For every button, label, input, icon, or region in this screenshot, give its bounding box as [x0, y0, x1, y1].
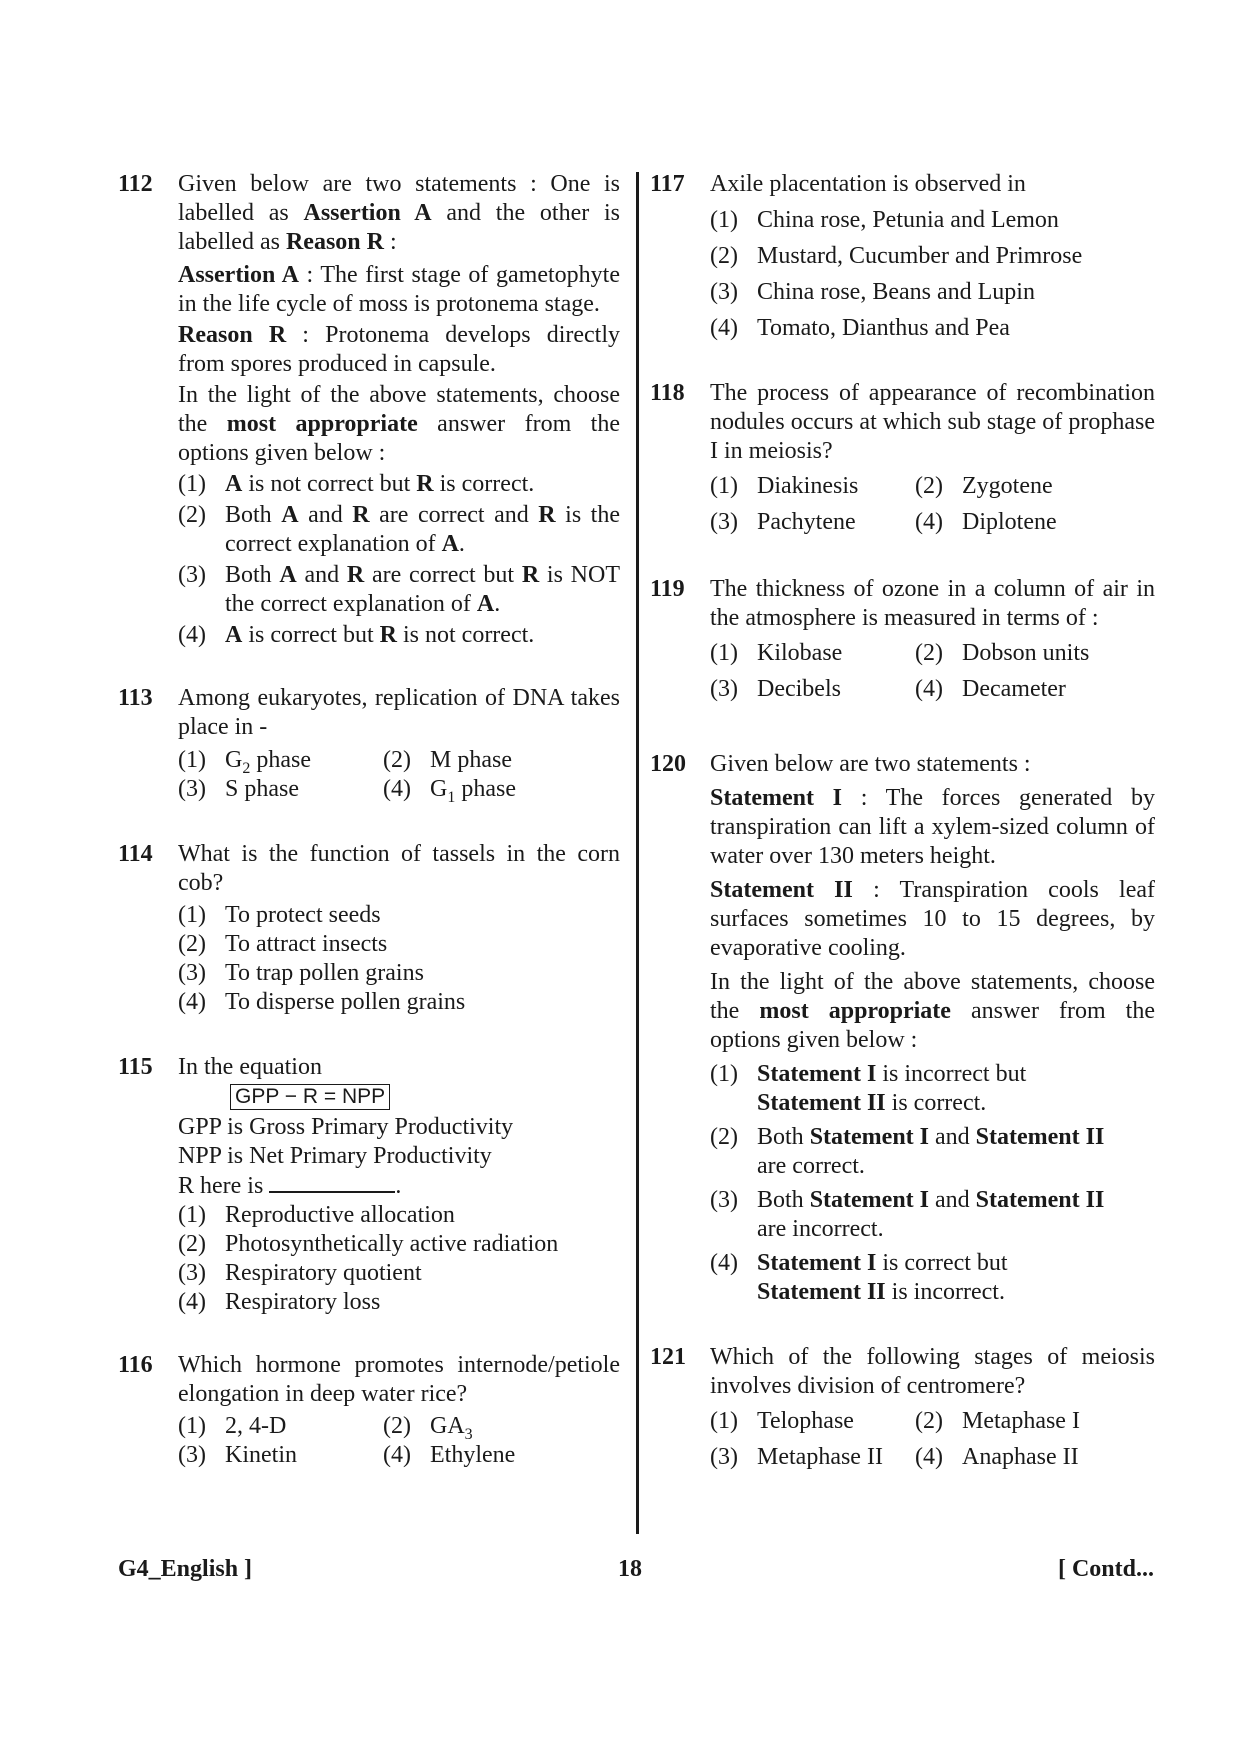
options-grid: [710, 472, 1155, 537]
question-stem: Given below are two statements :: [710, 751, 1031, 777]
question-stem: Given below are two statements : One is labelled as Assertion A and the other is labelled as Reason R :: [178, 171, 620, 255]
option-2[interactable]: (2) M phase: [383, 747, 512, 773]
option-2[interactable]: (2) Dobson units: [915, 640, 1090, 666]
option-3[interactable]: (3) S phase: [178, 776, 299, 802]
option-4[interactable]: (4) Ethylene: [383, 1442, 516, 1468]
question-115: [118, 1053, 620, 1317]
question-116: [118, 1351, 620, 1470]
option-1[interactable]: (1) Statement I is incorrect but Statement II is correct.: [710, 1061, 1027, 1116]
question-number: 119: [650, 576, 685, 602]
answer-blank: [269, 1171, 395, 1193]
option-4[interactable]: (4) $G_1$ phase: [383, 776, 516, 806]
question-number: 114: [118, 841, 153, 867]
question-number: 120: [650, 751, 686, 777]
definition-npp: NPP is Net Primary Productivity: [178, 1143, 492, 1169]
option-3[interactable]: (3) Both A and R are correct but R is NOT the correct explanation of A.: [178, 562, 620, 617]
question-stem: Among eukaryotes, replication of DNA takes place in -: [178, 685, 620, 740]
option-1[interactable]: (1) $G_2$ phase: [178, 747, 311, 777]
left-column: [118, 170, 620, 1470]
definition-gpp: GPP is Gross Primary Productivity: [178, 1114, 514, 1140]
right-column: [650, 170, 1155, 1472]
statement-2: Statement II : Transpiration cools leaf surfaces sometimes 10 to 15 degrees, by evaporative cooling.: [710, 877, 1155, 961]
option-3[interactable]: (3) Kinetin: [178, 1442, 297, 1468]
question-118: [650, 379, 1155, 537]
question-stem: Which hormone promotes internode/petiole elongation in deep water rice?: [178, 1352, 620, 1407]
option-3[interactable]: (3) Pachytene: [710, 509, 856, 535]
question-120: [650, 750, 1155, 1307]
option-1[interactable]: (1) Kilobase: [710, 640, 843, 666]
option-4[interactable]: (4) Respiratory loss: [178, 1289, 381, 1315]
question-stem: In the equation: [178, 1054, 322, 1080]
question-stem: What is the function of tassels in the corn cob?: [178, 841, 620, 896]
question-number: 121: [650, 1344, 686, 1370]
question-number: 118: [650, 380, 685, 406]
footer-paper-code: G4_English ]: [118, 1556, 253, 1582]
statement-1: Statement I : The forces generated by transpiration can lift a xylem-sized column of water over 130 meters height.: [710, 785, 1155, 869]
option-4[interactable]: (4) Tomato, Dianthus and Pea: [710, 315, 1010, 341]
option-1[interactable]: (1) Diakinesis: [710, 473, 859, 499]
equation-box: GPP − R = NPP: [230, 1084, 390, 1110]
reason-text: Reason R : Protonema develops directly from spores produced in capsule.: [178, 322, 620, 377]
option-2[interactable]: (2) Both A and R are correct and R is the correct explanation of A.: [178, 502, 621, 557]
option-2[interactable]: (2) To attract insects: [178, 931, 388, 957]
instruction-text: In the light of the above statements, choose the most appropriate answer from the options given below :: [178, 382, 620, 466]
instruction-text: In the light of the above statements, choose the most appropriate answer from the options given below :: [710, 969, 1155, 1053]
footer-continued: [ Contd...: [1057, 1556, 1154, 1582]
option-3[interactable]: (3) To trap pollen grains: [178, 960, 424, 986]
fill-in-blank-line: R here is .: [178, 1173, 402, 1199]
options-grid: [710, 1407, 1155, 1472]
options-grid: [178, 746, 620, 804]
question-number: 117: [650, 171, 685, 197]
question-number: 112: [118, 171, 153, 197]
question-number: 113: [118, 685, 153, 711]
question-117: [650, 170, 1155, 343]
options-grid: [710, 639, 1155, 704]
question-number: 115: [118, 1054, 153, 1080]
question-119: [650, 575, 1155, 704]
question-stem: The process of appearance of recombination nodules occurs at which sub stage of prophase I in meiosis?: [710, 380, 1155, 464]
option-1[interactable]: (1) 2, 4-D: [178, 1413, 287, 1439]
option-4[interactable]: (4) Anaphase II: [915, 1444, 1079, 1470]
options-grid: [178, 1412, 620, 1470]
assertion-text: Assertion A : The first stage of gametophyte in the life cycle of moss is protonema stage.: [178, 262, 620, 317]
question-stem: Which of the following stages of meiosis involves division of centromere?: [710, 1344, 1155, 1399]
option-2[interactable]: (2) Mustard, Cucumber and Primrose: [710, 243, 1083, 269]
question-number: 116: [118, 1352, 153, 1378]
option-2[interactable]: (2) Zygotene: [915, 473, 1053, 499]
question-121: [650, 1343, 1155, 1472]
column-divider: [636, 172, 639, 1534]
option-1[interactable]: (1) China rose, Petunia and Lemon: [710, 207, 1059, 233]
option-1[interactable]: (1) Reproductive allocation: [178, 1202, 455, 1228]
option-2[interactable]: (2) Photosynthetically active radiation: [178, 1231, 559, 1257]
question-114: [118, 840, 620, 1017]
option-2[interactable]: (2) Metaphase I: [915, 1408, 1080, 1434]
option-2[interactable]: (2) $GA_3$: [383, 1413, 473, 1443]
option-4[interactable]: (4) Decameter: [915, 676, 1066, 702]
option-3[interactable]: (3) Both Statement I and Statement II are incorrect.: [710, 1187, 1105, 1242]
option-4[interactable]: (4) To disperse pollen grains: [178, 989, 466, 1015]
question-stem: Axile placentation is observed in: [710, 171, 1026, 197]
option-1[interactable]: (1) Telophase: [710, 1408, 854, 1434]
option-1[interactable]: (1) A is not correct but R is correct.: [178, 471, 535, 497]
question-113: [118, 684, 620, 804]
option-3[interactable]: (3) Respiratory quotient: [178, 1260, 422, 1286]
option-3[interactable]: (3) Decibels: [710, 676, 841, 702]
option-2[interactable]: (2) Both Statement I and Statement II are correct.: [710, 1124, 1105, 1179]
option-4[interactable]: (4) Diplotene: [915, 509, 1057, 535]
option-4[interactable]: (4) Statement I is correct but Statement II is incorrect.: [710, 1250, 1008, 1305]
option-1[interactable]: (1) To protect seeds: [178, 902, 381, 928]
option-3[interactable]: (3) China rose, Beans and Lupin: [710, 279, 1035, 305]
question-stem: The thickness of ozone in a column of air in the atmosphere is measured in terms of :: [710, 576, 1155, 631]
option-4[interactable]: (4) A is correct but R is not correct.: [178, 622, 535, 648]
option-3[interactable]: (3) Metaphase II: [710, 1444, 883, 1470]
question-112: [118, 170, 620, 650]
footer-page-number: 18: [618, 1556, 642, 1582]
